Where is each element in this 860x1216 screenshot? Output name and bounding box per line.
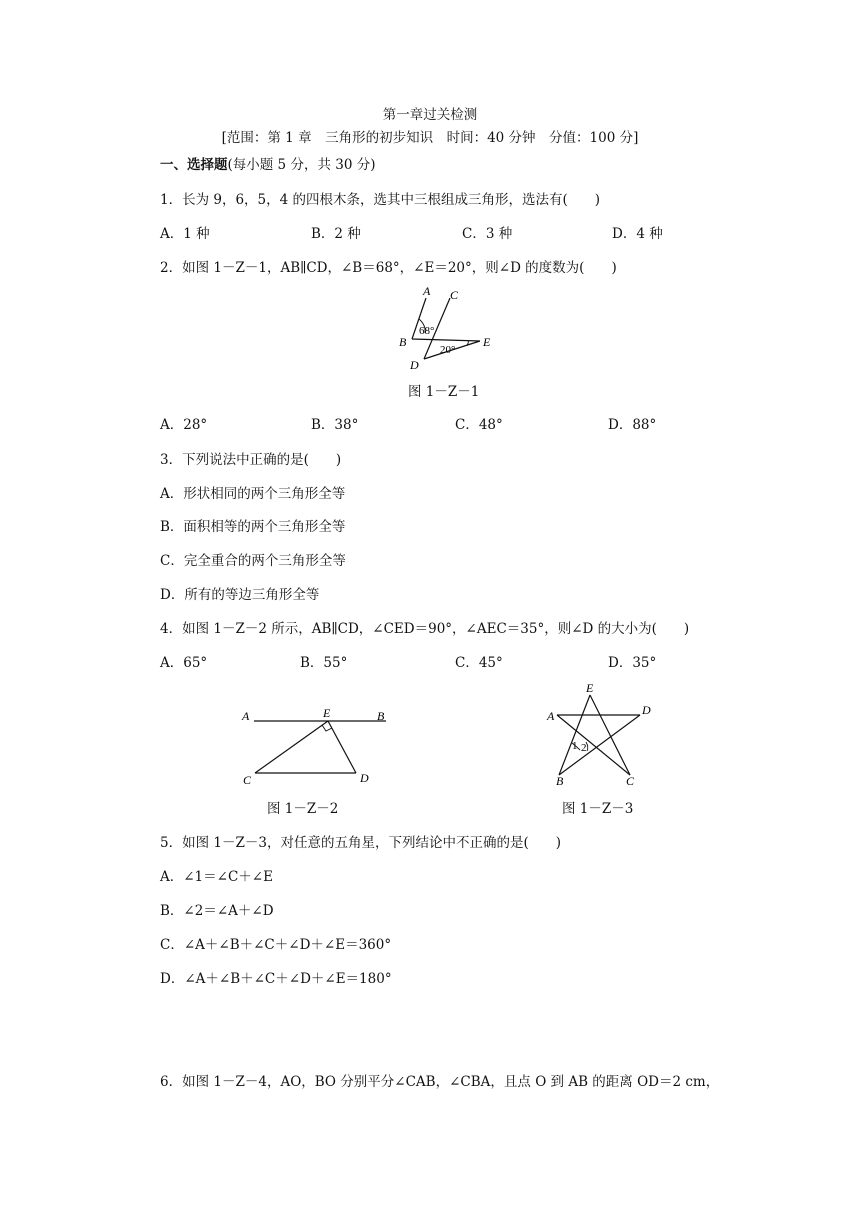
label-a: A xyxy=(423,284,431,298)
figure-1-z-3-caption: 图 1－Z－3 xyxy=(562,801,634,817)
section-heading-title: 一、选择题 xyxy=(160,157,228,173)
label-e-2: E xyxy=(323,706,331,720)
star-edge-ca xyxy=(557,715,630,775)
label-d-3: D xyxy=(642,703,651,717)
label-e-3: E xyxy=(586,681,594,695)
star-edge-ec xyxy=(590,695,630,775)
question-5-option-c: C．∠A＋∠B＋∠C＋∠D＋∠E＝360° xyxy=(160,937,392,953)
question-2-stem: 2．如图 1－Z－1，AB∥CD，∠B＝68°，∠E＝20°，则∠D 的度数为( ) xyxy=(160,260,617,276)
question-1-option-c: C．3 种 xyxy=(462,226,513,242)
label-d: D xyxy=(410,358,419,372)
label-c: C xyxy=(450,288,459,302)
label-a-3: A xyxy=(547,709,555,723)
question-1-stem: 1．长为 9，6，5，4 的四根木条，选其中三根组成三角形，选法有( ) xyxy=(160,192,601,208)
question-1-option-d: D．4 种 xyxy=(612,226,663,242)
label-c-3: C xyxy=(626,774,635,788)
question-3-stem: 3．下列说法中正确的是( ) xyxy=(160,452,342,468)
line-ed xyxy=(328,721,356,773)
question-5-option-a: A．∠1＝∠C＋∠E xyxy=(160,869,273,885)
question-1-option-b: B．2 种 xyxy=(311,226,361,242)
label-e: E xyxy=(483,335,491,349)
question-6-stem: 6．如图 1－Z－4，AO，BO 分别平分∠CAB，∠CBA，且点 O 到 AB 的距离 OD＝2 cm， xyxy=(160,1074,720,1090)
question-3-option-d: D．所有的等边三角形全等 xyxy=(160,587,320,603)
label-angle-2: 2 xyxy=(581,742,587,754)
question-2-option-b: B．38° xyxy=(311,417,359,433)
page-subtitle: [范围：第 1 章 三角形的初步知识 时间：40 分钟 分值：100 分] xyxy=(221,130,639,146)
question-5-option-d: D．∠A＋∠B＋∠C＋∠D＋∠E＝180° xyxy=(160,971,392,987)
question-4-option-d: D．35° xyxy=(608,655,657,671)
label-d-2: D xyxy=(360,771,369,785)
label-b-2: B xyxy=(377,709,385,723)
figure-1-z-1 xyxy=(390,284,500,376)
question-3-option-c: C．完全重合的两个三角形全等 xyxy=(160,553,346,569)
line-ec xyxy=(255,721,328,773)
section-heading-note: (每小题 5 分，共 30 分) xyxy=(227,157,376,173)
label-a-2: A xyxy=(242,709,250,723)
line-be xyxy=(412,339,480,341)
label-angle-b: 68° xyxy=(419,325,435,337)
figure-1-z-1-caption: 图 1－Z－1 xyxy=(408,384,480,400)
label-b-3: B xyxy=(556,774,564,788)
question-2-option-c: C．48° xyxy=(455,417,503,433)
label-angle-1: 1 xyxy=(572,740,578,752)
figure-1-z-3 xyxy=(540,680,660,788)
question-4-option-a: A．65° xyxy=(160,655,208,671)
question-1-option-a: A．1 种 xyxy=(160,226,210,242)
figure-1-z-2-caption: 图 1－Z－2 xyxy=(267,801,339,817)
label-b: B xyxy=(399,335,407,349)
question-5-stem: 5．如图 1－Z－3，对任意的五角星，下列结论中不正确的是( ) xyxy=(160,835,561,851)
question-3-option-a: A．形状相同的两个三角形全等 xyxy=(160,486,346,502)
question-4-option-b: B．55° xyxy=(300,655,348,671)
question-3-option-b: B．面积相等的两个三角形全等 xyxy=(160,519,346,535)
question-2-option-a: A．28° xyxy=(160,417,208,433)
label-c-2: C xyxy=(243,773,252,787)
section-heading xyxy=(160,156,375,174)
question-2-option-d: D．88° xyxy=(608,417,657,433)
question-4-stem: 4．如图 1－Z－2 所示，AB∥CD，∠CED＝90°，∠AEC＝35°，则∠D 的大小为( ) xyxy=(160,621,690,637)
question-5-option-b: B．∠2＝∠A＋∠D xyxy=(160,903,274,919)
figure-1-z-2 xyxy=(238,702,398,790)
label-angle-e: 20° xyxy=(440,344,456,356)
page-title: 第一章过关检测 xyxy=(382,107,478,123)
question-4-option-c: C．45° xyxy=(455,655,503,671)
